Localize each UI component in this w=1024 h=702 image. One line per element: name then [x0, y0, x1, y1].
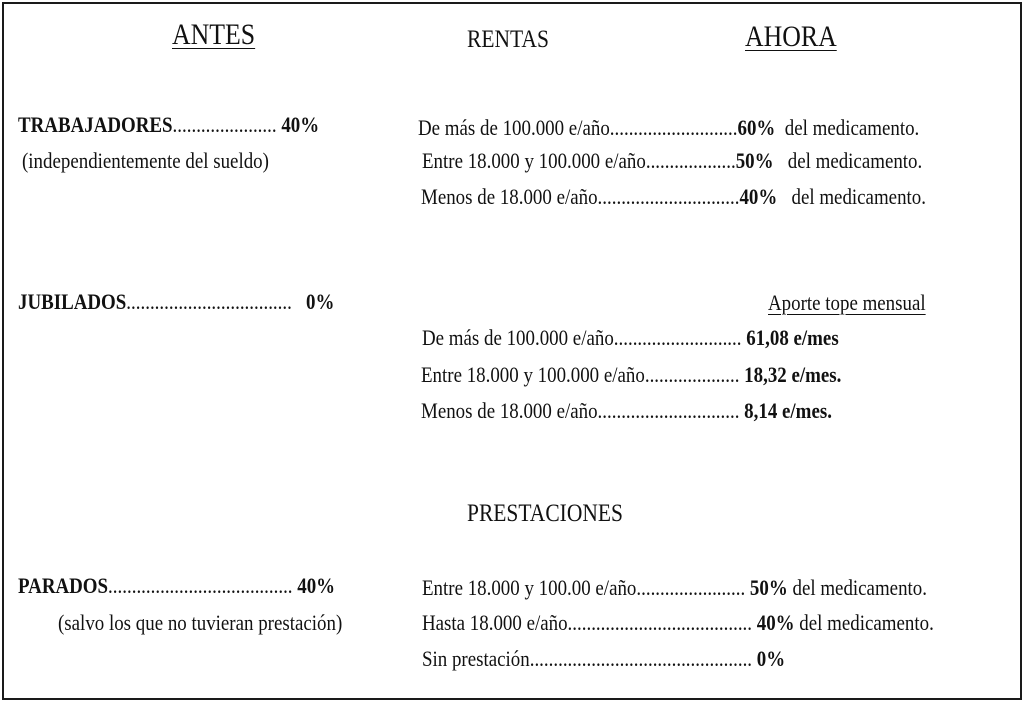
row-suffix: del medicamento.: [792, 575, 927, 600]
parados-label: PARADOS: [18, 573, 109, 598]
header-ahora: AHORA: [745, 20, 837, 53]
jubilados-dots: ...................................: [126, 289, 292, 314]
row-value: 50%: [735, 148, 774, 173]
aporte-title: Aporte tope mensual: [768, 290, 926, 315]
jubilados-row: [422, 325, 839, 351]
parados-note: (salvo los que no tuvieran prestación): [58, 610, 343, 635]
parados-row: [422, 575, 927, 601]
row-value: 0%: [756, 646, 786, 671]
row-text: Entre 18.000 y 100.00 e/año.......................: [422, 575, 746, 600]
row-text: De más de 100.000 e/año...........................: [422, 325, 742, 350]
trabajadores-value: 40%: [281, 112, 320, 137]
row-text: Entre 18.000 y 100.000 e/año....................: [421, 362, 740, 387]
header-prestaciones: PRESTACIONES: [467, 500, 623, 527]
header-rentas: RENTAS: [467, 26, 549, 53]
row-text: De más de 100.000 e/año...........................: [418, 115, 738, 140]
trabajadores-note: (independientemente del sueldo): [22, 148, 269, 173]
trabajadores-row: [422, 148, 922, 174]
header-antes: ANTES: [172, 18, 256, 51]
row-text: Entre 18.000 y 100.000 e/año...................: [422, 148, 736, 173]
trabajadores-row: [418, 115, 919, 141]
row-value: 61,08 e/mes: [746, 325, 839, 350]
trabajadores-label: TRABAJADORES: [18, 112, 173, 137]
parados-row: [422, 646, 785, 672]
row-text: Menos de 18.000 e/año..............................: [421, 398, 740, 423]
row-value: 50%: [749, 575, 788, 600]
trabajadores-line: [18, 112, 319, 138]
parados-dots: .......................................: [108, 573, 293, 598]
jubilados-row: [421, 362, 841, 388]
jubilados-line: [18, 289, 334, 315]
row-value: 60%: [737, 115, 776, 140]
jubilados-value: 0%: [306, 289, 335, 314]
trabajadores-row: [421, 184, 926, 210]
row-text: Menos de 18.000 e/año..............................: [421, 184, 740, 209]
trabajadores-dots: ......................: [172, 112, 277, 137]
row-suffix: del medicamento.: [787, 148, 923, 173]
parados-value: 40%: [297, 573, 336, 598]
row-value: 40%: [739, 184, 778, 209]
parados-row: [422, 610, 934, 636]
row-text: Hasta 18.000 e/año.......................................: [422, 610, 753, 635]
jubilados-label: JUBILADOS: [18, 289, 127, 314]
row-value: 40%: [756, 610, 795, 635]
row-suffix: del medicamento.: [791, 184, 926, 209]
row-value: 8,14 e/mes.: [744, 398, 832, 423]
row-text: Sin prestación...............................................: [422, 646, 753, 671]
parados-line: [18, 573, 335, 599]
row-suffix: del medicamento.: [784, 115, 920, 140]
jubilados-row: [421, 398, 832, 424]
row-value: 18,32 e/mes.: [744, 362, 842, 387]
row-suffix: del medicamento.: [799, 610, 934, 635]
